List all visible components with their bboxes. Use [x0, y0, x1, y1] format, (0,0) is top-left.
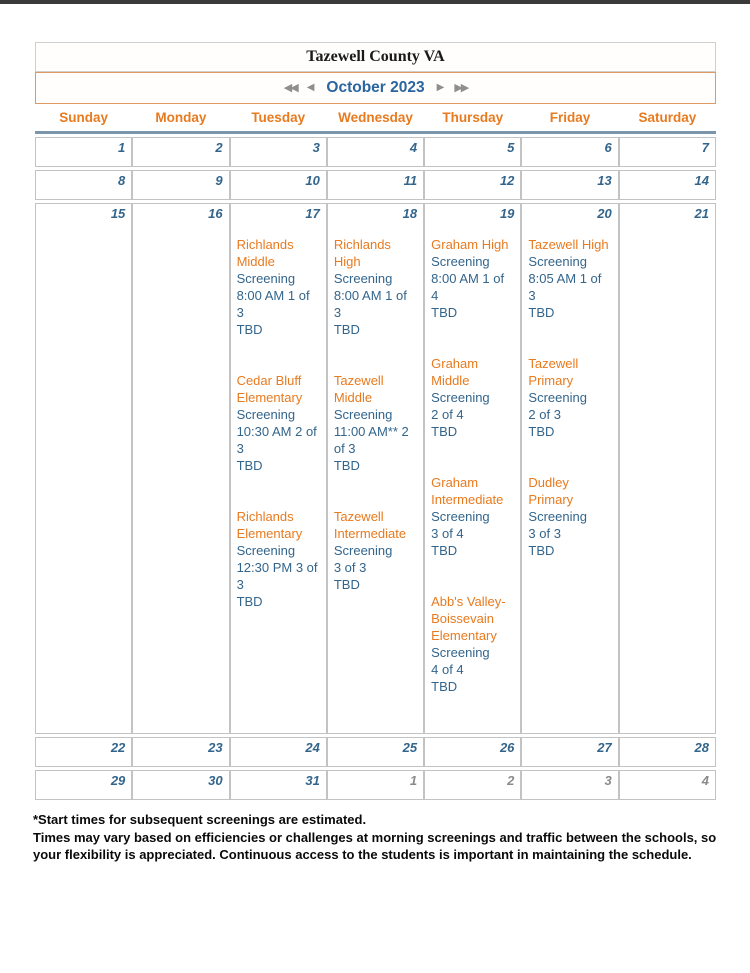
weekday-friday: Friday — [549, 110, 591, 125]
day-cell — [424, 770, 521, 800]
day-cell — [424, 737, 521, 767]
event-school-line: High — [333, 254, 361, 269]
day-number: 12 — [499, 173, 515, 188]
day-number: 1 — [118, 140, 126, 155]
week-row — [35, 737, 716, 767]
event-detail-line: Screening — [333, 407, 393, 422]
event-detail-line: TBD — [431, 679, 458, 694]
event-detail-line: 8:00 AM 1 of — [333, 288, 407, 303]
day-cell — [230, 737, 327, 767]
event — [528, 355, 613, 440]
week-row — [35, 770, 716, 800]
day-cell — [230, 170, 327, 200]
day-number: 2 — [507, 773, 515, 788]
event-detail-line: 2 of 3 — [528, 407, 561, 422]
day-number: 25 — [402, 740, 418, 755]
event-detail-line: 3 of 3 — [528, 526, 561, 541]
event-detail-line: TBD — [333, 322, 360, 337]
weekday-header-row — [35, 104, 716, 131]
day-number: 4 — [701, 773, 709, 788]
weekday-saturday: Saturday — [638, 110, 697, 125]
day-cell — [230, 770, 327, 800]
event-detail-line: Screening — [333, 543, 393, 558]
event — [237, 372, 322, 474]
calendar-grid — [35, 131, 716, 803]
event-school-line: Elementary — [236, 526, 303, 541]
month-label: October 2023 — [326, 79, 425, 96]
event-detail-line: 8:05 AM 1 of — [528, 271, 602, 286]
first-month-icon[interactable]: ◀◀ — [283, 81, 297, 94]
event-detail-line: Screening — [333, 271, 393, 286]
event-detail-line: 4 of 4 — [431, 662, 464, 677]
day-number: 2 — [215, 140, 223, 155]
event-school-line: Boissevain — [431, 611, 494, 626]
event — [237, 236, 322, 338]
day-events — [522, 221, 617, 597]
event-detail-line: 3 of 4 — [431, 526, 464, 541]
event-detail-line: Screening — [431, 390, 490, 405]
event-school-line: Tazewell — [333, 373, 384, 388]
event — [334, 236, 419, 338]
prev-month-icon[interactable]: ◀ — [306, 82, 315, 93]
weekday-thursday: Thursday — [442, 110, 504, 125]
event-school-line: Intermediate — [431, 492, 504, 507]
day-number: 6 — [604, 140, 612, 155]
day-number: 5 — [507, 140, 515, 155]
week-row — [35, 170, 716, 200]
day-number: 14 — [694, 173, 709, 188]
day-cell — [230, 203, 327, 734]
event — [528, 236, 613, 321]
event-detail-line: TBD — [528, 543, 555, 558]
event-detail-line: TBD — [431, 305, 458, 320]
event — [431, 593, 516, 695]
week-row — [35, 137, 716, 167]
day-number: 20 — [597, 206, 612, 221]
day-number: 17 — [305, 206, 320, 221]
event-school-line: Middle — [236, 254, 275, 269]
event-school-line: Tazewell — [333, 509, 384, 524]
event-detail-line: TBD — [431, 543, 458, 558]
event-detail-line: 3 — [528, 288, 536, 303]
event-detail-line: Screening — [528, 390, 587, 405]
event — [334, 508, 419, 593]
day-number: 11 — [403, 173, 418, 188]
event-detail-line: 3 — [236, 577, 244, 592]
event-detail-line: Screening — [236, 543, 296, 558]
footnote-line-1: *Start times for subsequent screenings are estimated. — [33, 812, 367, 827]
event — [431, 474, 516, 559]
day-cell — [35, 203, 132, 734]
day-events — [231, 221, 326, 648]
event-detail-line: TBD — [528, 424, 555, 439]
event-detail-line: TBD — [431, 424, 458, 439]
event-detail-line: TBD — [236, 322, 263, 337]
weekday-monday: Monday — [155, 110, 207, 125]
day-cell — [619, 203, 716, 734]
event — [334, 372, 419, 474]
event-detail-line: Screening — [431, 254, 490, 269]
event-detail-line: Screening — [431, 645, 490, 660]
day-number: 22 — [110, 740, 126, 755]
day-cell — [132, 137, 229, 167]
day-number: 13 — [597, 173, 612, 188]
day-cell — [521, 203, 618, 734]
day-cell — [230, 137, 327, 167]
day-number: 31 — [305, 773, 320, 788]
event — [431, 236, 516, 321]
day-events — [328, 221, 423, 631]
event-detail-line: TBD — [528, 305, 555, 320]
event — [528, 474, 613, 559]
event-school-line: Middle — [431, 373, 470, 388]
event-detail-line: 3 — [236, 441, 244, 456]
weekday-sunday: Sunday — [59, 110, 109, 125]
day-number: 23 — [208, 740, 223, 755]
day-cell — [619, 170, 716, 200]
day-number: 19 — [499, 206, 515, 221]
event-detail-line: Screening — [528, 509, 587, 524]
event-school-line: Elementary — [236, 390, 303, 405]
event-school-line: Intermediate — [333, 526, 407, 541]
event-detail-line: 3 — [236, 305, 244, 320]
day-cell — [327, 737, 424, 767]
day-cell — [132, 203, 229, 734]
event-school-line: Primary — [528, 373, 574, 388]
day-number: 30 — [208, 773, 223, 788]
day-number: 9 — [215, 173, 223, 188]
day-number: 8 — [118, 173, 126, 188]
week-row — [35, 203, 716, 734]
day-number: 21 — [694, 206, 709, 221]
day-cell — [327, 170, 424, 200]
event-detail-line: 2 of 4 — [431, 407, 464, 422]
event-detail-line: 8:00 AM 1 of — [236, 288, 310, 303]
next-month-icon[interactable]: ▶ — [436, 82, 445, 93]
event-school-line: Richlands — [333, 237, 391, 252]
page-title: Tazewell County VA — [306, 48, 445, 65]
event-detail-line: Screening — [528, 254, 587, 269]
calendar-title-bar — [35, 42, 716, 72]
event-school-line: Middle — [333, 390, 373, 405]
day-cell — [521, 170, 618, 200]
day-cell — [132, 770, 229, 800]
day-number: 16 — [208, 206, 223, 221]
last-month-icon[interactable]: ▶▶ — [454, 81, 468, 94]
top-border-bar — [0, 0, 750, 4]
day-cell — [424, 170, 521, 200]
event-detail-line: of 3 — [333, 441, 356, 456]
day-number: 4 — [409, 140, 418, 155]
event-school-line: Richlands — [236, 509, 294, 524]
day-number: 29 — [110, 773, 126, 788]
day-cell — [132, 737, 229, 767]
day-cell — [35, 737, 132, 767]
event-school-line: Tazewell High — [528, 237, 609, 252]
event-detail-line: 10:30 AM 2 of — [236, 424, 317, 439]
day-cell — [619, 770, 716, 800]
day-number: 3 — [312, 140, 320, 155]
footnote-line-2: Times may vary based on efficiencies or challenges at morning screenings and traffic between the schools, so your flexibility is appreciated. Continuous access to the students is important in maintaining the schedule. — [33, 829, 717, 862]
day-number: 15 — [110, 206, 126, 221]
day-number: 18 — [402, 206, 418, 221]
day-cell — [35, 137, 132, 167]
event-detail-line: TBD — [236, 458, 263, 473]
footnote — [33, 811, 725, 864]
event-detail-line: 11:00 AM** 2 — [333, 424, 409, 439]
day-number: 24 — [305, 740, 320, 755]
event-school-line: Graham High — [431, 237, 509, 252]
event — [237, 508, 322, 610]
event-detail-line: TBD — [333, 458, 360, 473]
month-nav — [35, 72, 716, 104]
event-school-line: Abb's Valley- — [431, 594, 506, 609]
event-school-line: Elementary — [431, 628, 497, 643]
event-detail-line: 12:30 PM 3 of — [236, 560, 318, 575]
day-cell — [619, 737, 716, 767]
day-cell — [521, 137, 618, 167]
weekday-tuesday: Tuesday — [251, 110, 306, 125]
event-detail-line: 4 — [431, 288, 439, 303]
day-cell — [521, 737, 618, 767]
day-cell — [424, 203, 521, 734]
day-number: 10 — [305, 173, 320, 188]
day-number: 27 — [597, 740, 612, 755]
day-number: 7 — [701, 140, 709, 155]
calendar-widget — [35, 42, 716, 803]
event — [431, 355, 516, 440]
event-detail-line: 3 — [333, 305, 342, 320]
day-cell — [424, 137, 521, 167]
event-detail-line: Screening — [236, 271, 296, 286]
day-cell — [327, 137, 424, 167]
event-school-line: Graham — [431, 356, 479, 371]
event-school-line: Richlands — [236, 237, 294, 252]
day-events — [425, 221, 520, 733]
day-number: 3 — [604, 773, 612, 788]
event-detail-line: 8:00 AM 1 of — [431, 271, 505, 286]
event-detail-line: TBD — [236, 594, 263, 609]
day-cell — [619, 137, 716, 167]
day-cell — [327, 770, 424, 800]
day-number: 1 — [409, 773, 418, 788]
day-cell — [327, 203, 424, 734]
day-cell — [35, 170, 132, 200]
event-detail-line: Screening — [236, 407, 296, 422]
event-school-line: Cedar Bluff — [236, 373, 302, 388]
day-cell — [35, 770, 132, 800]
day-cell — [521, 770, 618, 800]
day-number: 28 — [694, 740, 709, 755]
day-cell — [132, 170, 229, 200]
event-school-line: Graham — [431, 475, 479, 490]
event-school-line: Tazewell — [528, 356, 579, 371]
event-detail-line: Screening — [431, 509, 490, 524]
weekday-wednesday: Wednesday — [338, 110, 413, 125]
event-school-line: Primary — [528, 492, 574, 507]
event-detail-line: TBD — [333, 577, 360, 592]
event-detail-line: 3 of 3 — [333, 560, 367, 575]
day-number: 26 — [499, 740, 515, 755]
calendar-grid-body — [35, 137, 716, 800]
event-school-line: Dudley — [528, 475, 569, 490]
